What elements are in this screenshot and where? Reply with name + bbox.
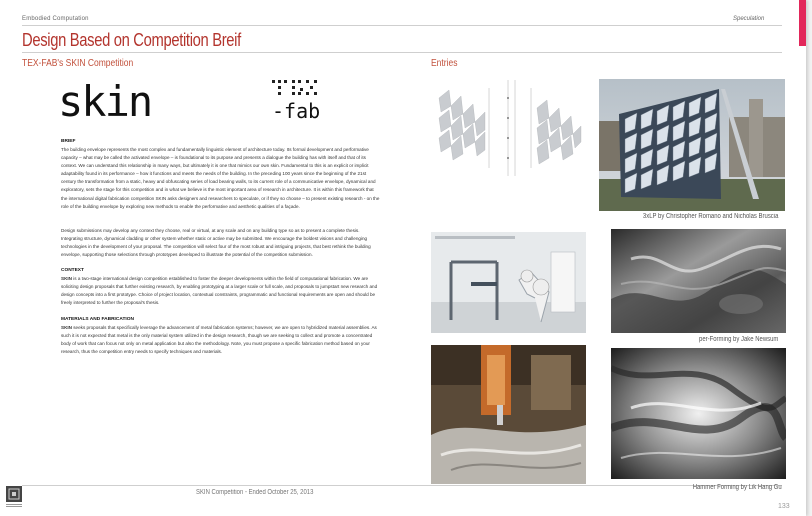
brief-paragraph-2: Design submissions may develop any context they choose, real or virtual, at any scale and on any building type so as to present a complete thesis. Integrating structure, dynamical cladding or other system whether static or active may be submitted. We encourage the boldest visions and challenging technologies in the development of your proposal. The competition will select four of the most robust and intriguing projects, that best rethink the building envelope, supporting those selections through prototypes developed to illustrate the potential of the competition submission. [61,227,371,258]
caption-per-forming: per-Forming by Jake Newsum [698,336,778,343]
entries-heading: Entries [431,58,458,69]
skin-logo [58,82,176,122]
competition-footer-note: SKIN Competition - Ended October 25, 2013 [196,489,314,496]
caption-hammer-forming: Hammer Forming by Lik Hang Gu [693,484,782,491]
entry-robot-fabrication-image [431,232,586,333]
section-tab-marker [799,0,806,46]
materials-paragraph [61,324,381,356]
entry-3xlp-photo [599,79,785,211]
materials-lead: SKIN [61,324,72,330]
header-rule [22,25,782,26]
entry-hammer-forming-process-photo [431,345,586,484]
materials-heading: MATERIALS AND FABRICATION [61,316,134,322]
page-number: 133 [778,503,790,510]
running-head-right: Speculation [733,16,765,22]
context-heading: CONTEXT [61,268,84,274]
context-paragraph [61,275,381,307]
fab-logo-text: -fab [272,99,321,123]
section-subtitle: TEX-FAB's SKIN Competition [22,58,134,69]
entry-diagram-image [431,78,586,178]
context-text: is a two-stage international design competition established to foster the deeper developments within the field of computational fabrication. We are soliciting design proposals that further existing research, by enabling prototyping at a larger scale or full scale, and proposals to jumpstart new research and design concepts into a first prototype. Choice of project location, contextual constraints, programmatic and functional requirements are open and should be freely interpreted to further the proposal's thesis. [61,276,378,306]
brief-text-column [61,138,381,364]
caption-3xlp: 3xLP by Christopher Romano and Nicholas Bruscia [642,213,778,220]
skin-logo-text: skin [58,82,152,122]
brief-paragraph-1: The building envelope represents the most complex and fundamentally linguistic element of architecture today. Its formal development and performative capacity – what may be called the activated envelope – is foundational to its purpose and presents a dialogue the building has with itself and that of its context. We can understand this relationship in many ways, but ultimately it is one that mimics our own skin. Fundamental to this is an explicit or implicit adaptability found in its performance – how it functions and meets the needs of the building. In the preceding 100 years since the beginning of the 21st century the transformation from a static, heavy and obfuscating series of load bearing walls, to its current role of a communicative envelope, dynamical and exploratory, sets the stage for this competition and in what we believe is the most important area of research in architecture. It is within this framework that the international digital fabrication competition SKIN asks designers and researchers to speculate, or if they so choose – to present existing research - on the role of the building envelope by exploring new methods to enable the performative and aesthetic qualities of a façade. [61,147,380,209]
entry-per-forming-photo [611,229,786,333]
title-rule [22,52,782,53]
materials-text: seeks proposals that specifically leverage the advancement of metal fabrication systems; however, we are open to hybridized material assemblies. As such it is not expected that metal is the only material system utilized in the design research, though we are seeking to collect and promote a concentrated body of work that can focus not only on metal application but also the methodology. Note, you must propose a specific fabrication method based on your research, thus the competition entry needs to specify techniques and materials. [61,324,377,354]
tex-fab-logo [270,78,330,124]
page-title: Design Based on Competition Breif [22,30,241,50]
publisher-logo [6,486,22,508]
footer-rule [22,485,782,486]
running-head-left: Embodied Computation [22,16,89,22]
brief-heading: BRIEF [61,139,76,144]
entry-hammer-forming-panel-photo [611,348,786,479]
context-lead: SKIN [61,276,72,282]
